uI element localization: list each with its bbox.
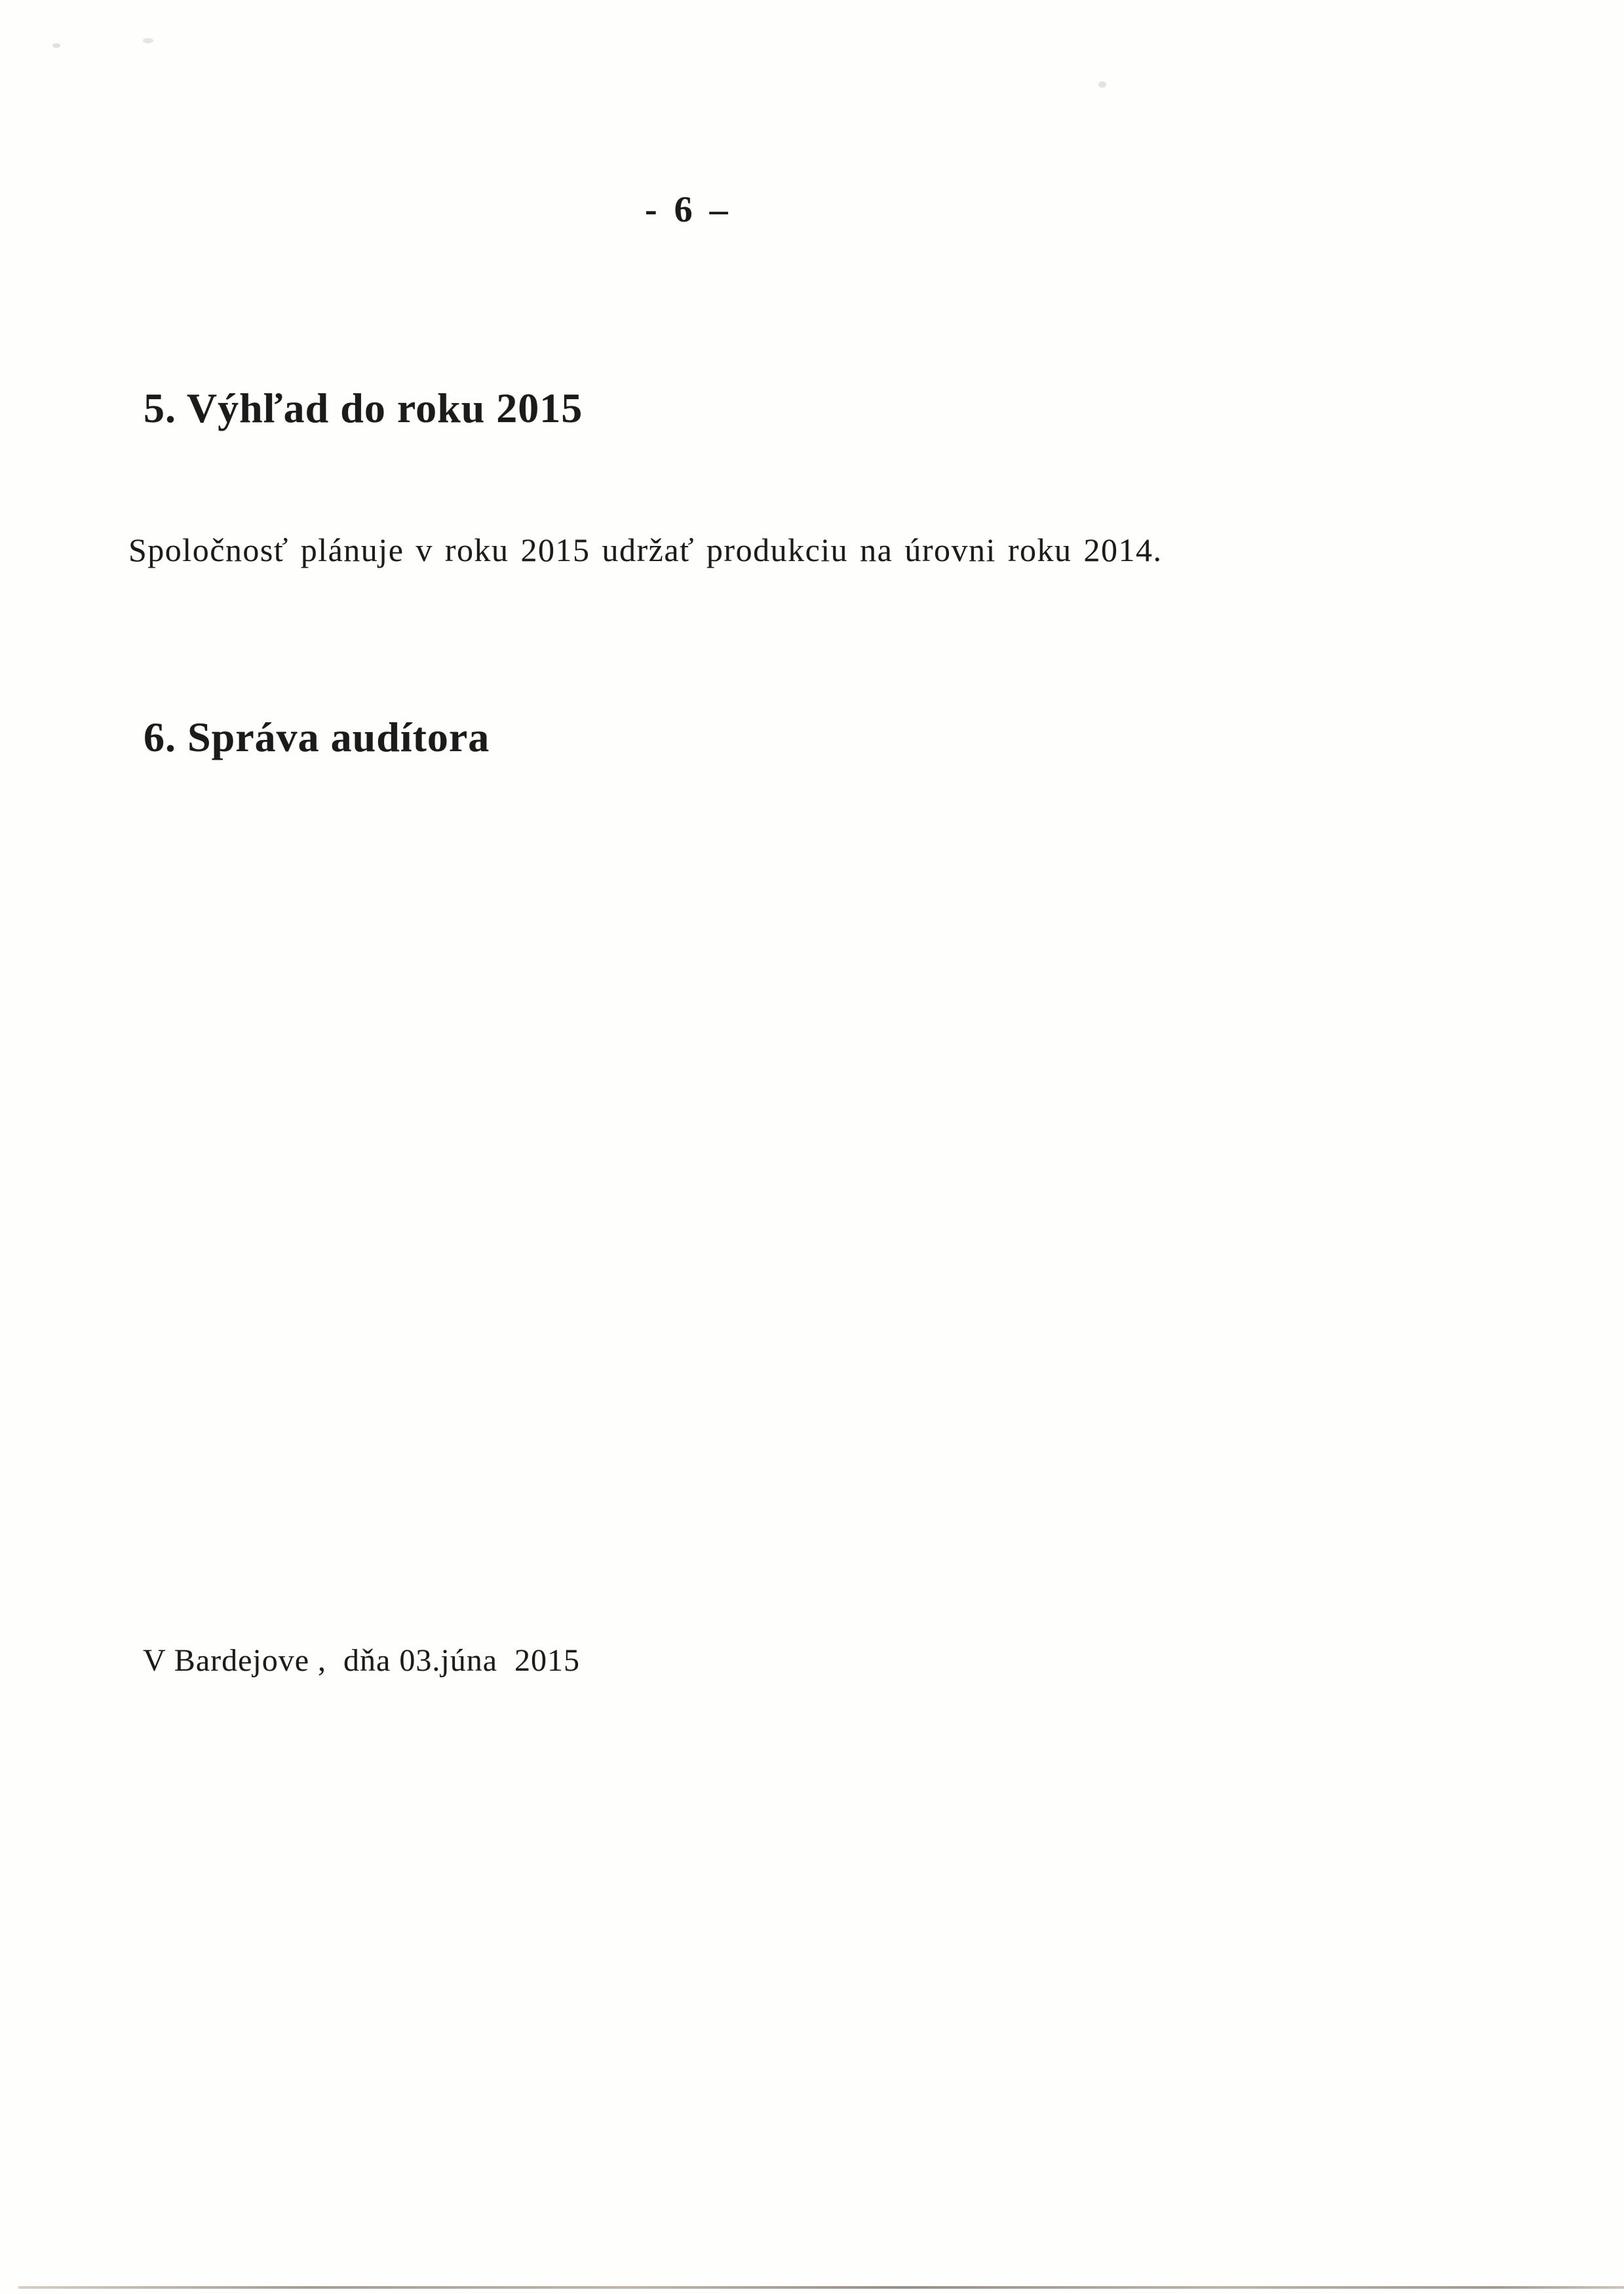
page-number: - 6 – bbox=[645, 189, 732, 230]
outlook-paragraph: Spoločnosť plánuje v roku 2015 udržať produkciu na úrovni roku 2014. bbox=[128, 532, 1163, 568]
place-date-line: V Bardejove , dňa 03.júna 2015 bbox=[143, 1643, 580, 1678]
scan-artifact-speck bbox=[1098, 81, 1106, 88]
scan-edge-line bbox=[18, 2286, 1624, 2289]
scan-artifact-speck bbox=[143, 38, 153, 43]
section-heading-auditor-report: 6. Správa audítora bbox=[144, 714, 490, 760]
section-heading-outlook-2015: 5. Výhľad do roku 2015 bbox=[144, 385, 583, 431]
scan-artifact-speck bbox=[52, 43, 60, 48]
